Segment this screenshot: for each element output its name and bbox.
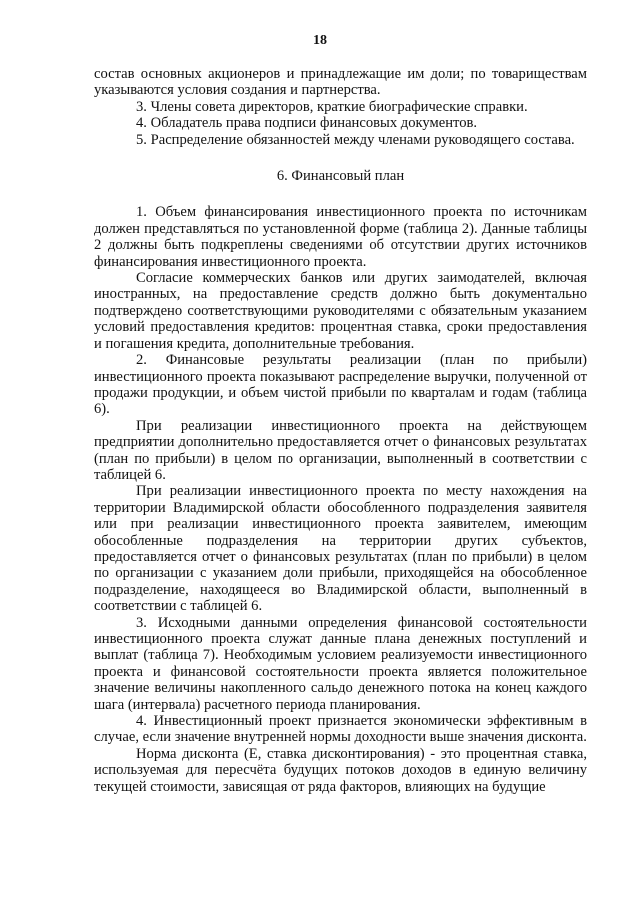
paragraph-separate-subdivision: При реализации инвестиционного проекта по месту нахождения на территории Владимирской области обособленного подразделения заявителя или при реализации инвестиционного проекта заявителем, имеющим обособленные подразделения на территории других субъектов, предоставляется отчет о финансовых результатах (план по прибыли) в целом по организации с указанием доли прибыли, приходящейся на обособленное подразделение, находящееся во Владимирской области, выполненный в соответствии с таблицей 6. — [94, 483, 587, 615]
list-item-3: 3. Члены совета директоров, краткие биографические справки. — [136, 98, 528, 115]
paragraph-economic-efficiency: 4. Инвестиционный проект признается экономически эффективным в случае, если значение внутренней нормы доходности выше значения дисконта. — [94, 713, 587, 746]
page-number: 18 — [313, 33, 327, 48]
intro-paragraph: состав основных акционеров и принадлежащие им доли; по товариществам указываются условия создания и партнерства. — [94, 66, 587, 99]
paragraph-financial-results: 2. Финансовые результаты реализации (план по прибыли) инвестиционного проекта показывают распределение выручки, полученной от продажи продукции, и объем чистой прибыли по кварталам и годам (таблица 6). — [94, 352, 587, 418]
paragraph-financial-viability: 3. Исходными данными определения финансовой состоятельности инвестиционного проекта служат данные плана денежных поступлений и выплат (таблица 7). Необходимым условием реализуемости инвестиционного проекта и финансовой состоятельности проекта является положительное значение величины накопленного сальдо денежного потока на конец каждого шага (интервала) расчетного периода планирования. — [94, 614, 587, 713]
section-title: 6. Финансовый план — [276, 168, 405, 185]
paragraph-existing-enterprise: При реализации инвестиционного проекта на действующем предприятии дополнительно предоставляется отчет о финансовых результатах (план по прибыли) в целом по организации, выполненный в соответствии с таблицей 6. — [94, 417, 587, 483]
list-item-5: 5. Распределение обязанностей между членами руководящего состава. — [136, 131, 575, 148]
paragraph-discount-rate: Норма дисконта (Е, ставка дисконтирования) - это процентная ставка, используемая для пересчёта будущих потоков доходов в единую величину текущей стоимости, зависящая от ряда факторов, влияющих на будущие — [94, 745, 587, 795]
list-item-4: 4. Обладатель права подписи финансовых документов. — [136, 115, 478, 132]
paragraph-bank-consent: Согласие коммерческих банков или других заимодателей, включая иностранных, на предоставление средств должно быть документально подтверждено соответствующими руководителями с обязательным указанием условий предоставления кредитов: процентная ставка, сроки предоставления и погашения кредита, дополнительные требования. — [94, 270, 587, 352]
paragraph-financing-volume: 1. Объем финансирования инвестиционного проекта по источникам должен представляться по установленной форме (таблица 2). Данные таблицы 2 должны быть подкреплены сведениями об отсутствии других источников финансирования инвестиционного проекта. — [94, 204, 587, 270]
document-body — [94, 66, 587, 795]
